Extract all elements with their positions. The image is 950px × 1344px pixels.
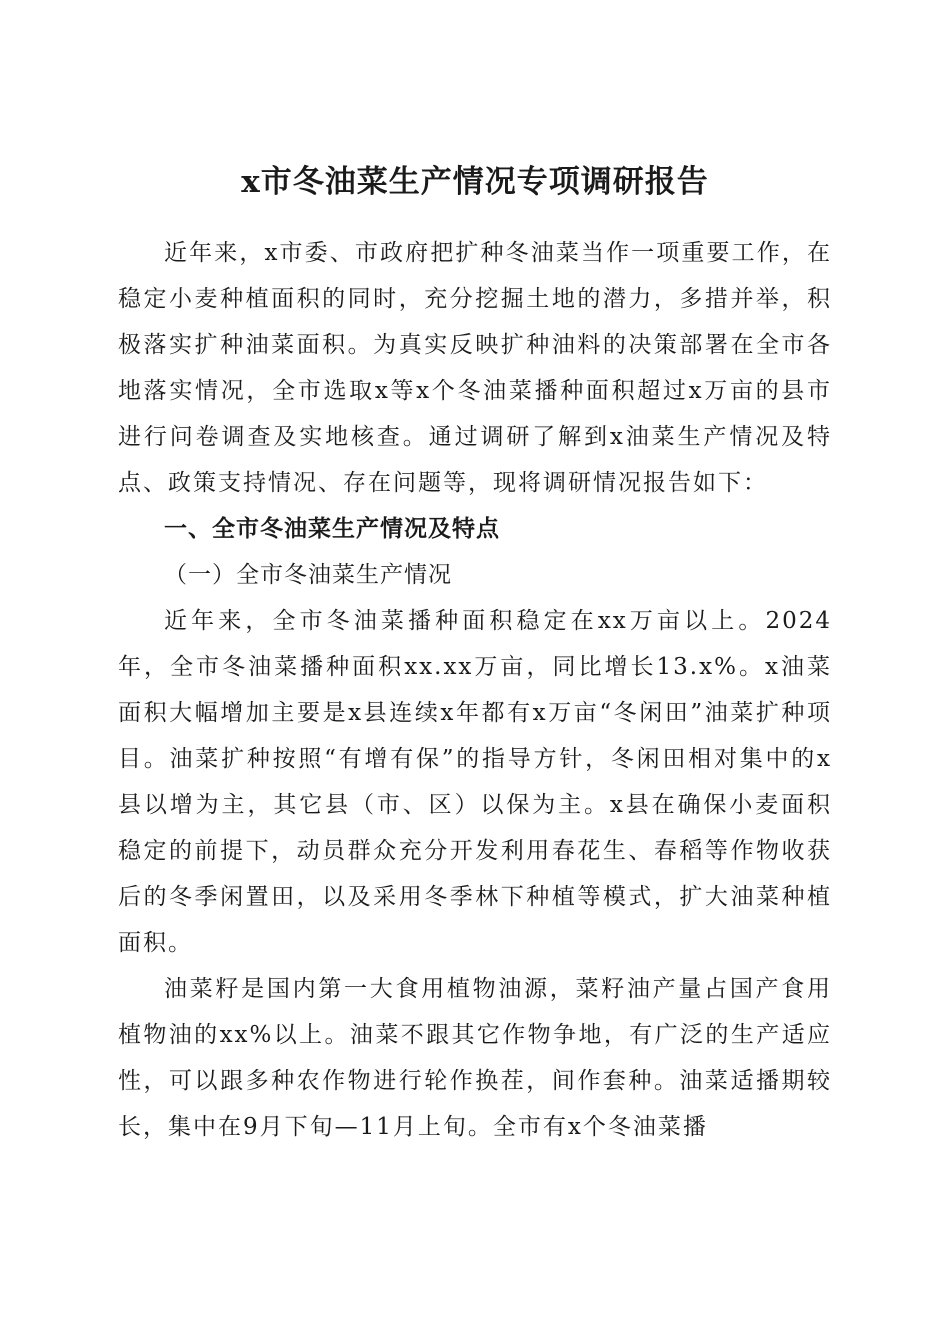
section-1-paragraph-2: 油菜籽是国内第一大食用植物油源，菜籽油产量占国产食用植物油的xx%以上。油菜不跟其它作物争地，有广泛的生产适应性，可以跟多种农作物进行轮作换茬，间作套种。油菜适播期较长，集中在9月下旬—11月上旬。全市有x个冬油菜播 bbox=[118, 976, 832, 1140]
document-body bbox=[118, 230, 832, 1150]
section-1-heading: 一、全市冬油菜生产情况及特点 bbox=[164, 516, 500, 542]
intro-paragraph: 近年来，x市委、市政府把扩种冬油菜当作一项重要工作，在稳定小麦种植面积的同时，充分挖掘土地的潜力，多措并举，积极落实扩种油菜面积。为真实反映扩种油料的决策部署在全市各地落实情况，全市选取x等x个冬油菜播种面积超过x万亩的县市进行问卷调查及实地核查。通过调研了解到x油菜生产情况及特点、政策支持情况、存在问题等，现将调研情况报告如下： bbox=[118, 240, 832, 496]
section-1-paragraph-1: 近年来，全市冬油菜播种面积稳定在xx万亩以上。2024年，全市冬油菜播种面积xx.xx万亩，同比增长13.x%。x油菜面积大幅增加主要是x县连续x年都有x万亩“冬闲田”油菜扩种项目。油菜扩种按照“有增有保”的指导方针，冬闲田相对集中的x县以增为主，其它县（市、区）以保为主。x县在确保小麦面积稳定的前提下，动员群众充分开发利用春花生、春稻等作物收获后的冬季闲置田，以及采用冬季林下种植等模式，扩大油菜种植面积。 bbox=[118, 608, 832, 956]
section-1-subheading: （一）全市冬油菜生产情况 bbox=[164, 562, 452, 588]
document-title: x市冬油菜生产情况专项调研报告 bbox=[241, 163, 709, 200]
